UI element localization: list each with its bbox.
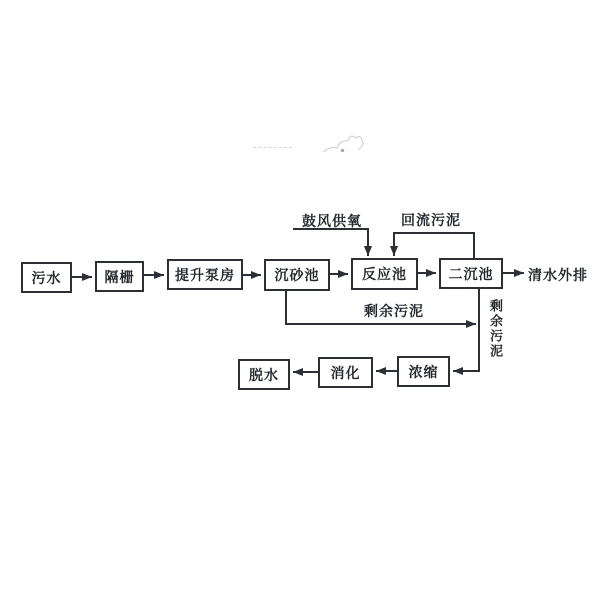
process-box-digestion: 消化 xyxy=(318,357,373,388)
label-effluent: 清水外排 xyxy=(528,267,588,283)
process-box-lift-pump-house: 提升泵房 xyxy=(167,259,243,290)
label-excess-sludge-vertical: 剩余污泥 xyxy=(488,299,503,359)
arrow-return-sludge xyxy=(394,233,474,258)
label-return-sludge: 回流污泥 xyxy=(401,212,461,228)
process-box-dewatering: 脱水 xyxy=(238,359,290,390)
process-box-screen: 隔栅 xyxy=(95,261,144,292)
arrow-excess-sludge-to-thickening xyxy=(453,288,479,371)
process-box-sewage: 污水 xyxy=(21,262,72,293)
process-box-reaction-tank: 反应池 xyxy=(351,258,418,290)
label-excess-sludge-horizontal: 剩余污泥 xyxy=(364,303,424,319)
arrow-blast-oxygen xyxy=(293,229,368,256)
label-blast-oxygen: 鼓风供氧 xyxy=(302,213,362,229)
process-box-secondary-clarifier: 二沉池 xyxy=(439,258,503,289)
process-box-thickening: 浓缩 xyxy=(397,356,450,387)
process-box-grit-chamber: 沉砂池 xyxy=(264,259,330,291)
scan-artifact-curve xyxy=(323,136,363,152)
